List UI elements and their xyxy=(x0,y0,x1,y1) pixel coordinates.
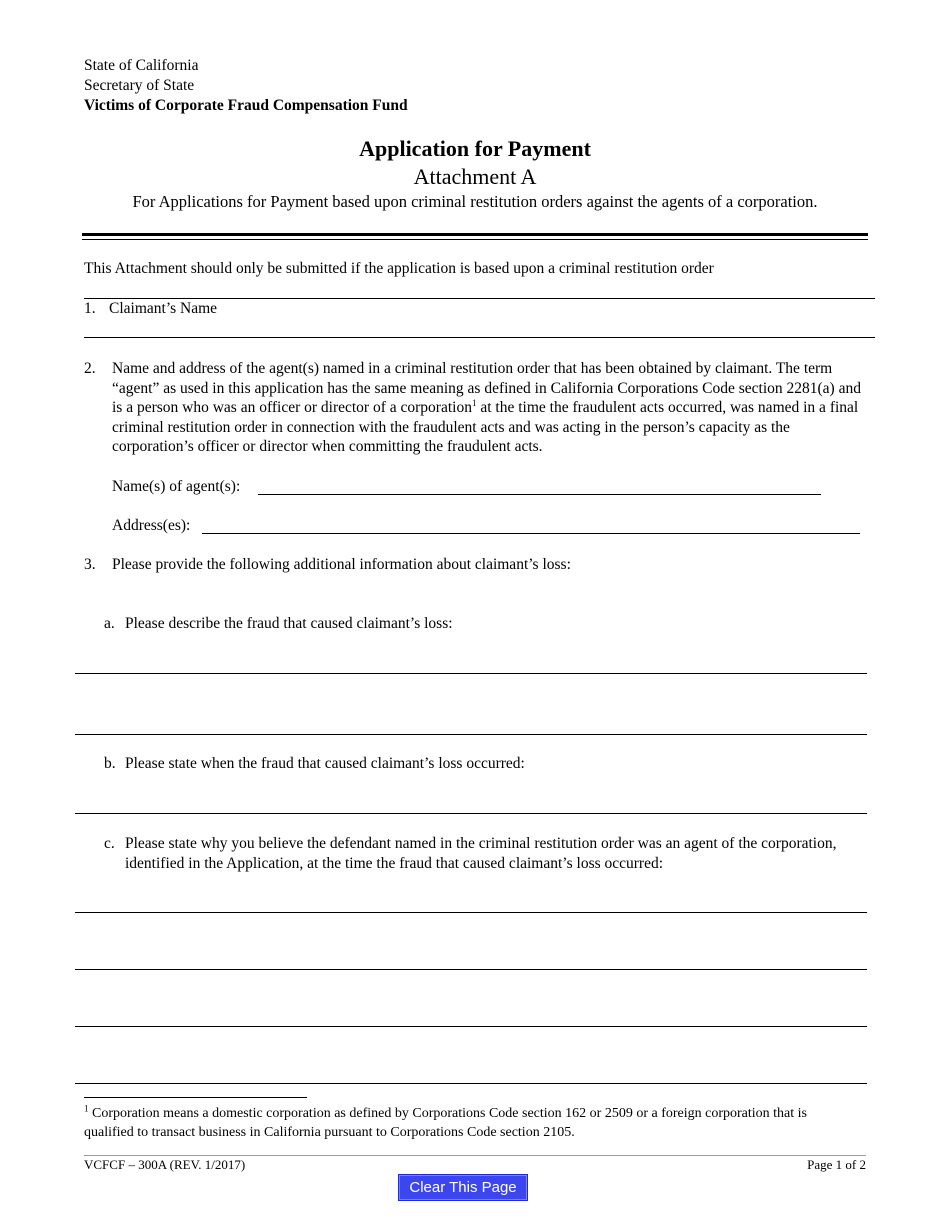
agents-label: Name(s) of agent(s): xyxy=(112,478,241,495)
q3c-answer-line-2[interactable] xyxy=(75,969,867,970)
q2-text-after: at the time the fraudulent acts occurred, was named in a final criminal restitution order in connection with the fraudulent acts and was acting in the person’s capacity as the corporation’s officer or director when committing the fraudulent acts. xyxy=(112,399,859,456)
header-rule-thin xyxy=(82,239,868,240)
q3a-text: Please describe the fraud that caused claimant’s loss: xyxy=(125,615,453,632)
page-number: Page 1 of 2 xyxy=(807,1157,866,1172)
q3c-answer-line-4[interactable] xyxy=(75,1083,867,1084)
q3-number: 3. xyxy=(84,556,96,573)
address-label: Address(es): xyxy=(112,517,191,534)
agents-name-field[interactable] xyxy=(258,494,821,495)
q3c-text: Please state why you believe the defendant named in the criminal restitution order was an agent of the corporation, identified in the Application, at the time the fraud that caused claimant’s loss occurred: xyxy=(125,835,837,872)
q1-number: 1. xyxy=(84,300,96,317)
header-rule-thick xyxy=(82,233,868,236)
agency-office: Secretary of State xyxy=(84,77,195,94)
q2-text-before: Name and address of the agent(s) named in a criminal restitution order that has been obtained by claimant. The term “agent” as used in this application has the same meaning as defined in California Corporations Code section 2281(a) and is a person who was an officer or director of a corporation xyxy=(112,360,861,417)
footnote-ref: 1 xyxy=(471,398,477,409)
agency-state: State of California xyxy=(84,57,199,74)
q3b-text: Please state when the fraud that caused claimant’s loss occurred: xyxy=(125,755,525,772)
form-subtitle: Attachment A xyxy=(413,164,537,189)
q2-text xyxy=(112,359,869,457)
q2-number: 2. xyxy=(84,360,96,377)
footnote-text: Corporation means a domestic corporation as defined by Corporations Code section 162 or 2509 or a foreign corporation that is qualified to transact business in California pursuant to Corporations Code section 2105. xyxy=(84,1106,807,1140)
form-id: VCFCF – 300A (REV. 1/2017) xyxy=(84,1157,246,1172)
q3a-letter: a. xyxy=(104,615,115,632)
address-row xyxy=(112,516,190,536)
intro-text: This Attachment should only be submitted if the application is based upon a criminal restitution order xyxy=(84,260,714,277)
footnote-number: 1 xyxy=(84,1103,89,1114)
claimant-name-field[interactable] xyxy=(84,337,875,338)
q3c-answer-line-3[interactable] xyxy=(75,1026,867,1027)
clear-page-button[interactable]: Clear This Page xyxy=(398,1174,528,1201)
q1-label: Claimant’s Name xyxy=(109,300,218,317)
agents-row xyxy=(112,477,240,497)
q3c-answer-line-1[interactable] xyxy=(75,912,867,913)
q3a-answer-line-2[interactable] xyxy=(75,734,867,735)
agents-address-field[interactable] xyxy=(202,533,860,534)
footnote xyxy=(84,1104,854,1142)
footnote-separator xyxy=(84,1097,307,1098)
footer-rule xyxy=(84,1155,866,1156)
q3c-letter: c. xyxy=(104,835,115,852)
fund-name: Victims of Corporate Fraud Compensation Fund xyxy=(84,97,408,114)
q3b-letter: b. xyxy=(104,755,116,772)
form-title: Application for Payment xyxy=(359,136,591,161)
form-description: For Applications for Payment based upon criminal restitution orders against the agents of a corporation. xyxy=(132,192,818,211)
q3-text: Please provide the following additional information about claimant’s loss: xyxy=(112,556,571,573)
q3b-answer-line[interactable] xyxy=(75,813,867,814)
q3a-answer-line-1[interactable] xyxy=(75,673,867,674)
